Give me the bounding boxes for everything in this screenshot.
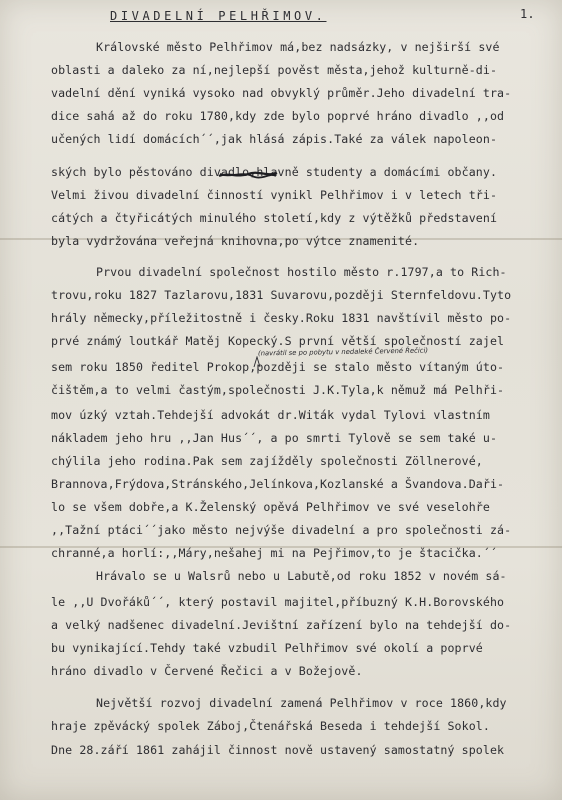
text-line: chýlila jeho rodina.Pak sem zajížděly společnosti Zöllnerové, bbox=[51, 454, 483, 468]
text-line: chranné,a horlí:,,Máry,nešahej mi na Pejřimov,to je štacička.´´ bbox=[51, 546, 498, 560]
text-line: hrály německy,příležitostně i česky.Roku 1831 navštívil město po- bbox=[51, 311, 512, 325]
text-line: a velký nadšenec divadelní.Jevištní zařízení bylo na tehdejší do- bbox=[51, 618, 512, 632]
text-line: Prvou divadelní společnost hostilo město r.1797,a to Rich- bbox=[96, 265, 507, 279]
text-line: čištěm,a to velmi častým,společnosti J.K.Tyla,k němuž má Pelhři- bbox=[51, 383, 505, 397]
strikethrough-mark bbox=[218, 170, 278, 180]
text-line: cátých a čtyřicátých minulého století,kdy z výtěžků představení bbox=[51, 211, 498, 225]
text-line: Hrávalo se u Walsrů nebo u Labutě,od roku 1852 v novém sá- bbox=[96, 569, 507, 583]
page-number: 1. bbox=[520, 7, 535, 21]
text-line: bu vynikající.Tehdy také vzbudil Pelhřimov své okolí a poprvé bbox=[51, 641, 483, 655]
text-line: dice sahá až do roku 1780,kdy zde bylo poprvé hráno divadlo ,,od bbox=[51, 109, 505, 123]
text-line: le ,,U Dvořáků´´, který postavil majitel,příbuzný K.H.Borovského bbox=[51, 595, 505, 609]
text-line: Brannova,Frýdova,Stránského,Jelínkova,Kozlanské a Švandova.Daři- bbox=[51, 477, 505, 491]
text-line: učených lidí domácích´´,jak hlásá zápis.Také za válek napoleon- bbox=[51, 132, 498, 146]
text-line: byla vydržována veřejná knihovna,po výtce znamenité. bbox=[51, 234, 420, 248]
text-line: oblasti a daleko za ní,nejlepší pověst města,jehož kulturně-di- bbox=[51, 63, 498, 77]
handwritten-annotation: (navrátil se po pobytu v nedaleké Červené Řečici) bbox=[257, 346, 429, 358]
text-line: ských bylo pěstováno divadlo,hlavně studenty a domácími občany. bbox=[51, 165, 498, 179]
text-line: trovu,roku 1827 Tazlarovu,1831 Suvarovu,později Sternfeldovu.Tyto bbox=[51, 288, 512, 302]
text-line: hraje zpěvácký spolek Záboj,Čtenářská Beseda i tehdejší Sokol. bbox=[51, 719, 490, 733]
text-line: Velmi živou divadelní činností vynikl Pelhřimov i v letech tři- bbox=[51, 188, 498, 202]
text-line: Dne 28.září 1861 zahájil činnost nově ustavený samostatný spolek bbox=[51, 743, 505, 757]
text-line: Královské město Pelhřimov má,bez nadsázky, v nejširší své bbox=[96, 40, 500, 54]
document-title: DIVADELNÍ PELHŘIMOV. bbox=[110, 9, 327, 23]
insertion-caret bbox=[253, 356, 261, 368]
text-line: mov úzký vztah.Tehdejší advokát dr.Witák vydal Tylovi vlastním bbox=[51, 408, 490, 422]
text-line: Největší rozvoj divadelní zamená Pelhřimov v roce 1860,kdy bbox=[96, 696, 507, 710]
text-line: lo se všem dobře,a K.Želenský opěvá Pelhřimov ve své veselohře bbox=[51, 500, 490, 514]
text-line: ,,Tažní ptáci´´jako město nejvýše divadelní a pro společnosti zá- bbox=[51, 523, 512, 537]
text-line: hráno divadlo v Červené Řečici a v Božejově. bbox=[51, 664, 363, 678]
text-line: prvé známý loutkář Matěj Kopecký.S první větší společností zajel bbox=[51, 334, 505, 348]
text-line: nákladem jeho hru ,,Jan Hus´´, a po smrti Tylově se sem také u- bbox=[51, 431, 498, 445]
text-line: vadelní dění vyniká vysoko nad obvyklý průměr.Jeho divadelní tra- bbox=[51, 86, 512, 100]
text-line: sem roku 1850 ředitel Prokop,později se stalo město vítaným úto- bbox=[51, 360, 505, 374]
